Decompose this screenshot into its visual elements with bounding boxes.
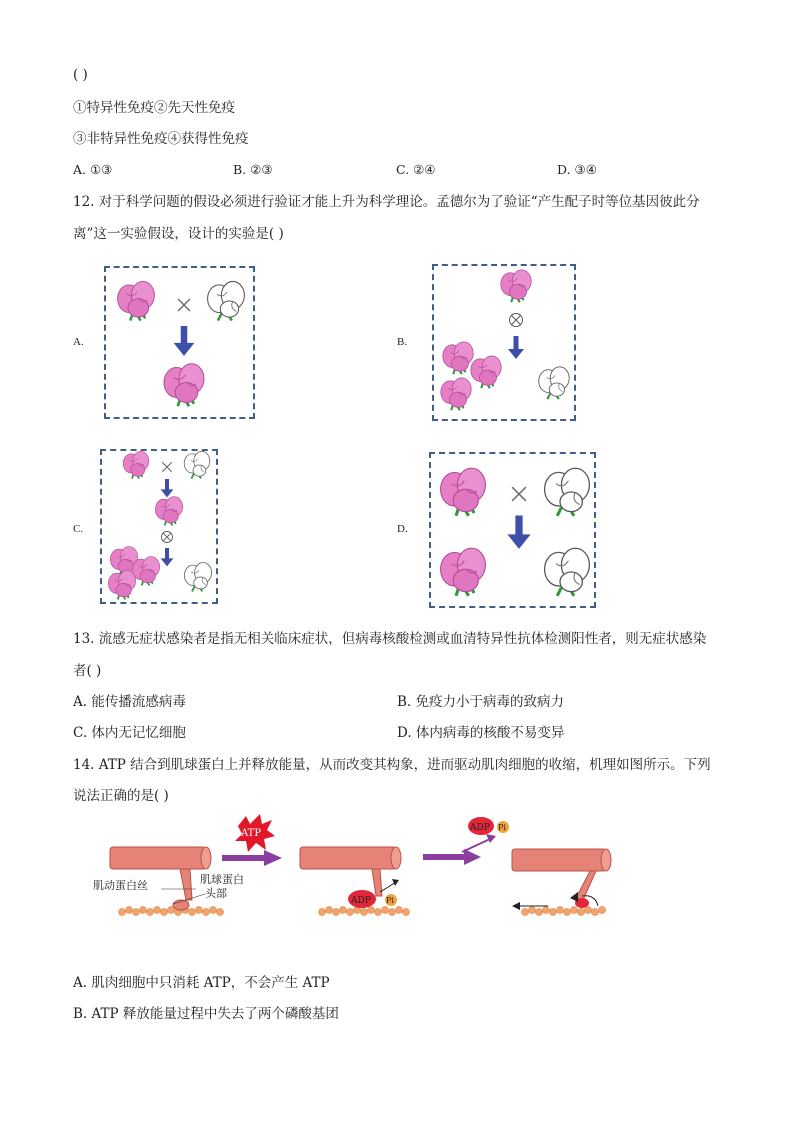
cross-icon [512, 487, 526, 501]
q14-stem-line-2: 说法正确的是( ) [73, 788, 169, 804]
q12-option-c-label[interactable]: C. [73, 523, 84, 535]
selfing-diagram-b [434, 266, 578, 423]
actin-filament-1 [118, 906, 223, 915]
white-flower-icon [184, 451, 210, 478]
atp-burst-label: ATP [241, 828, 262, 839]
q11-choice-a[interactable]: A. ①③ [73, 162, 113, 177]
q13-stem-line-2: 者( ) [73, 663, 102, 679]
actin-filament-3 [521, 906, 605, 915]
pink-flower-icon [441, 548, 486, 596]
q14-choice-a[interactable]: A. 肌肉细胞中只消耗 ATP，不会产生 ATP [73, 975, 330, 991]
released-pi-label: Pi [498, 823, 506, 832]
q14-choice-b[interactable]: B. ATP 释放能量过程中失去了两个磷酸基团 [73, 1006, 339, 1022]
pink-flower-icon [108, 571, 135, 600]
process-arrow-icon [264, 850, 282, 866]
pink-flower-icon [132, 557, 159, 586]
myosin-head-label-line-1: 肌球蛋白 [200, 873, 244, 886]
myosin-head-label-line-2: 头部 [205, 887, 227, 900]
q11-choice-c[interactable]: C. ②④ [396, 162, 436, 177]
q11-choice-b[interactable]: B. ②③ [233, 162, 273, 177]
process-arrow-icon [464, 849, 481, 865]
q11-option-line-1: ①特异性免疫②先天性免疫 [73, 100, 235, 116]
down-arrow-icon [161, 479, 174, 497]
pi-label: Pi [386, 896, 394, 905]
myosin-filament-3 [512, 849, 611, 908]
white-flower-icon [545, 548, 590, 596]
white-flower-icon [545, 468, 590, 516]
q12-option-b-label[interactable]: B. [397, 336, 408, 348]
testcross-diagram-d [431, 454, 598, 610]
q12-option-d-label[interactable]: D. [397, 523, 408, 535]
white-flower-icon [184, 563, 211, 592]
pink-flower-icon [118, 281, 155, 320]
adp-label: ADP [351, 896, 371, 906]
q13-choice-b[interactable]: B. 免疫力小于病毒的致病力 [397, 694, 565, 710]
pink-flower-icon [443, 342, 473, 374]
atp-myosin-mechanism-diagram [0, 812, 794, 922]
pink-flower-icon [471, 356, 501, 388]
q13-choice-d[interactable]: D. 体内病毒的核酸不易变异 [397, 725, 565, 741]
q11-option-line-2: ③非特异性免疫④获得性免疫 [73, 131, 249, 147]
q12-option-d-diagram[interactable] [429, 452, 596, 608]
white-flower-icon [208, 281, 245, 320]
sliding-direction-arrow-icon [512, 902, 520, 910]
q14-stem-line-1: 14. ATP 结合到肌球蛋白上并释放能量，从而改变其构象，进而驱动肌肉细胞的收缩，机理如图所示。下列 [73, 757, 711, 773]
actin-filament-label: 肌动蛋白丝 [93, 879, 148, 892]
down-arrow-icon [161, 548, 174, 566]
selfing-symbol-icon [510, 314, 523, 327]
q13-stem-line-1: 13. 流感无症状感染者是指无相关临床症状，但病毒核酸检测或血清特异性抗体检测阳性者，则无症状感染 [73, 631, 707, 647]
q12-stem-line-1: 12. 对于科学问题的假设必须进行验证才能上升为科学理论。孟德尔为了验证“产生配子时等位基因彼此分 [73, 194, 700, 210]
cross-diagram-a [106, 268, 257, 421]
cross-icon [162, 462, 172, 472]
q11-choice-d[interactable]: D. ③④ [557, 162, 597, 177]
white-flower-icon [539, 367, 569, 399]
down-arrow-icon [507, 516, 530, 549]
pink-flower-icon [164, 364, 204, 407]
q13-choice-a[interactable]: A. 能传播流感病毒 [73, 694, 186, 710]
pink-flower-icon [123, 451, 149, 478]
pink-flower-icon [155, 497, 182, 526]
q13-choice-c[interactable]: C. 体内无记忆细胞 [73, 725, 186, 741]
selfing-symbol-icon [161, 531, 172, 542]
down-arrow-icon [508, 336, 524, 359]
down-arrow-icon [174, 326, 195, 356]
pink-flower-icon [501, 270, 531, 302]
cross-icon [178, 299, 190, 311]
q12-option-a-diagram[interactable] [104, 266, 255, 419]
q12-option-a-label[interactable]: A. [73, 336, 84, 348]
q12-option-b-diagram[interactable] [432, 264, 576, 421]
released-adp-label: ADP [470, 823, 490, 833]
q12-stem-line-2: 离”这一实验假设，设计的实验是( ) [73, 226, 284, 242]
cross-then-selfing-diagram-c [102, 451, 220, 606]
q12-option-c-diagram[interactable] [100, 449, 218, 604]
pink-flower-icon [441, 378, 471, 410]
q11-answer-paren: ( ) [73, 67, 88, 83]
pink-flower-icon [441, 468, 486, 516]
